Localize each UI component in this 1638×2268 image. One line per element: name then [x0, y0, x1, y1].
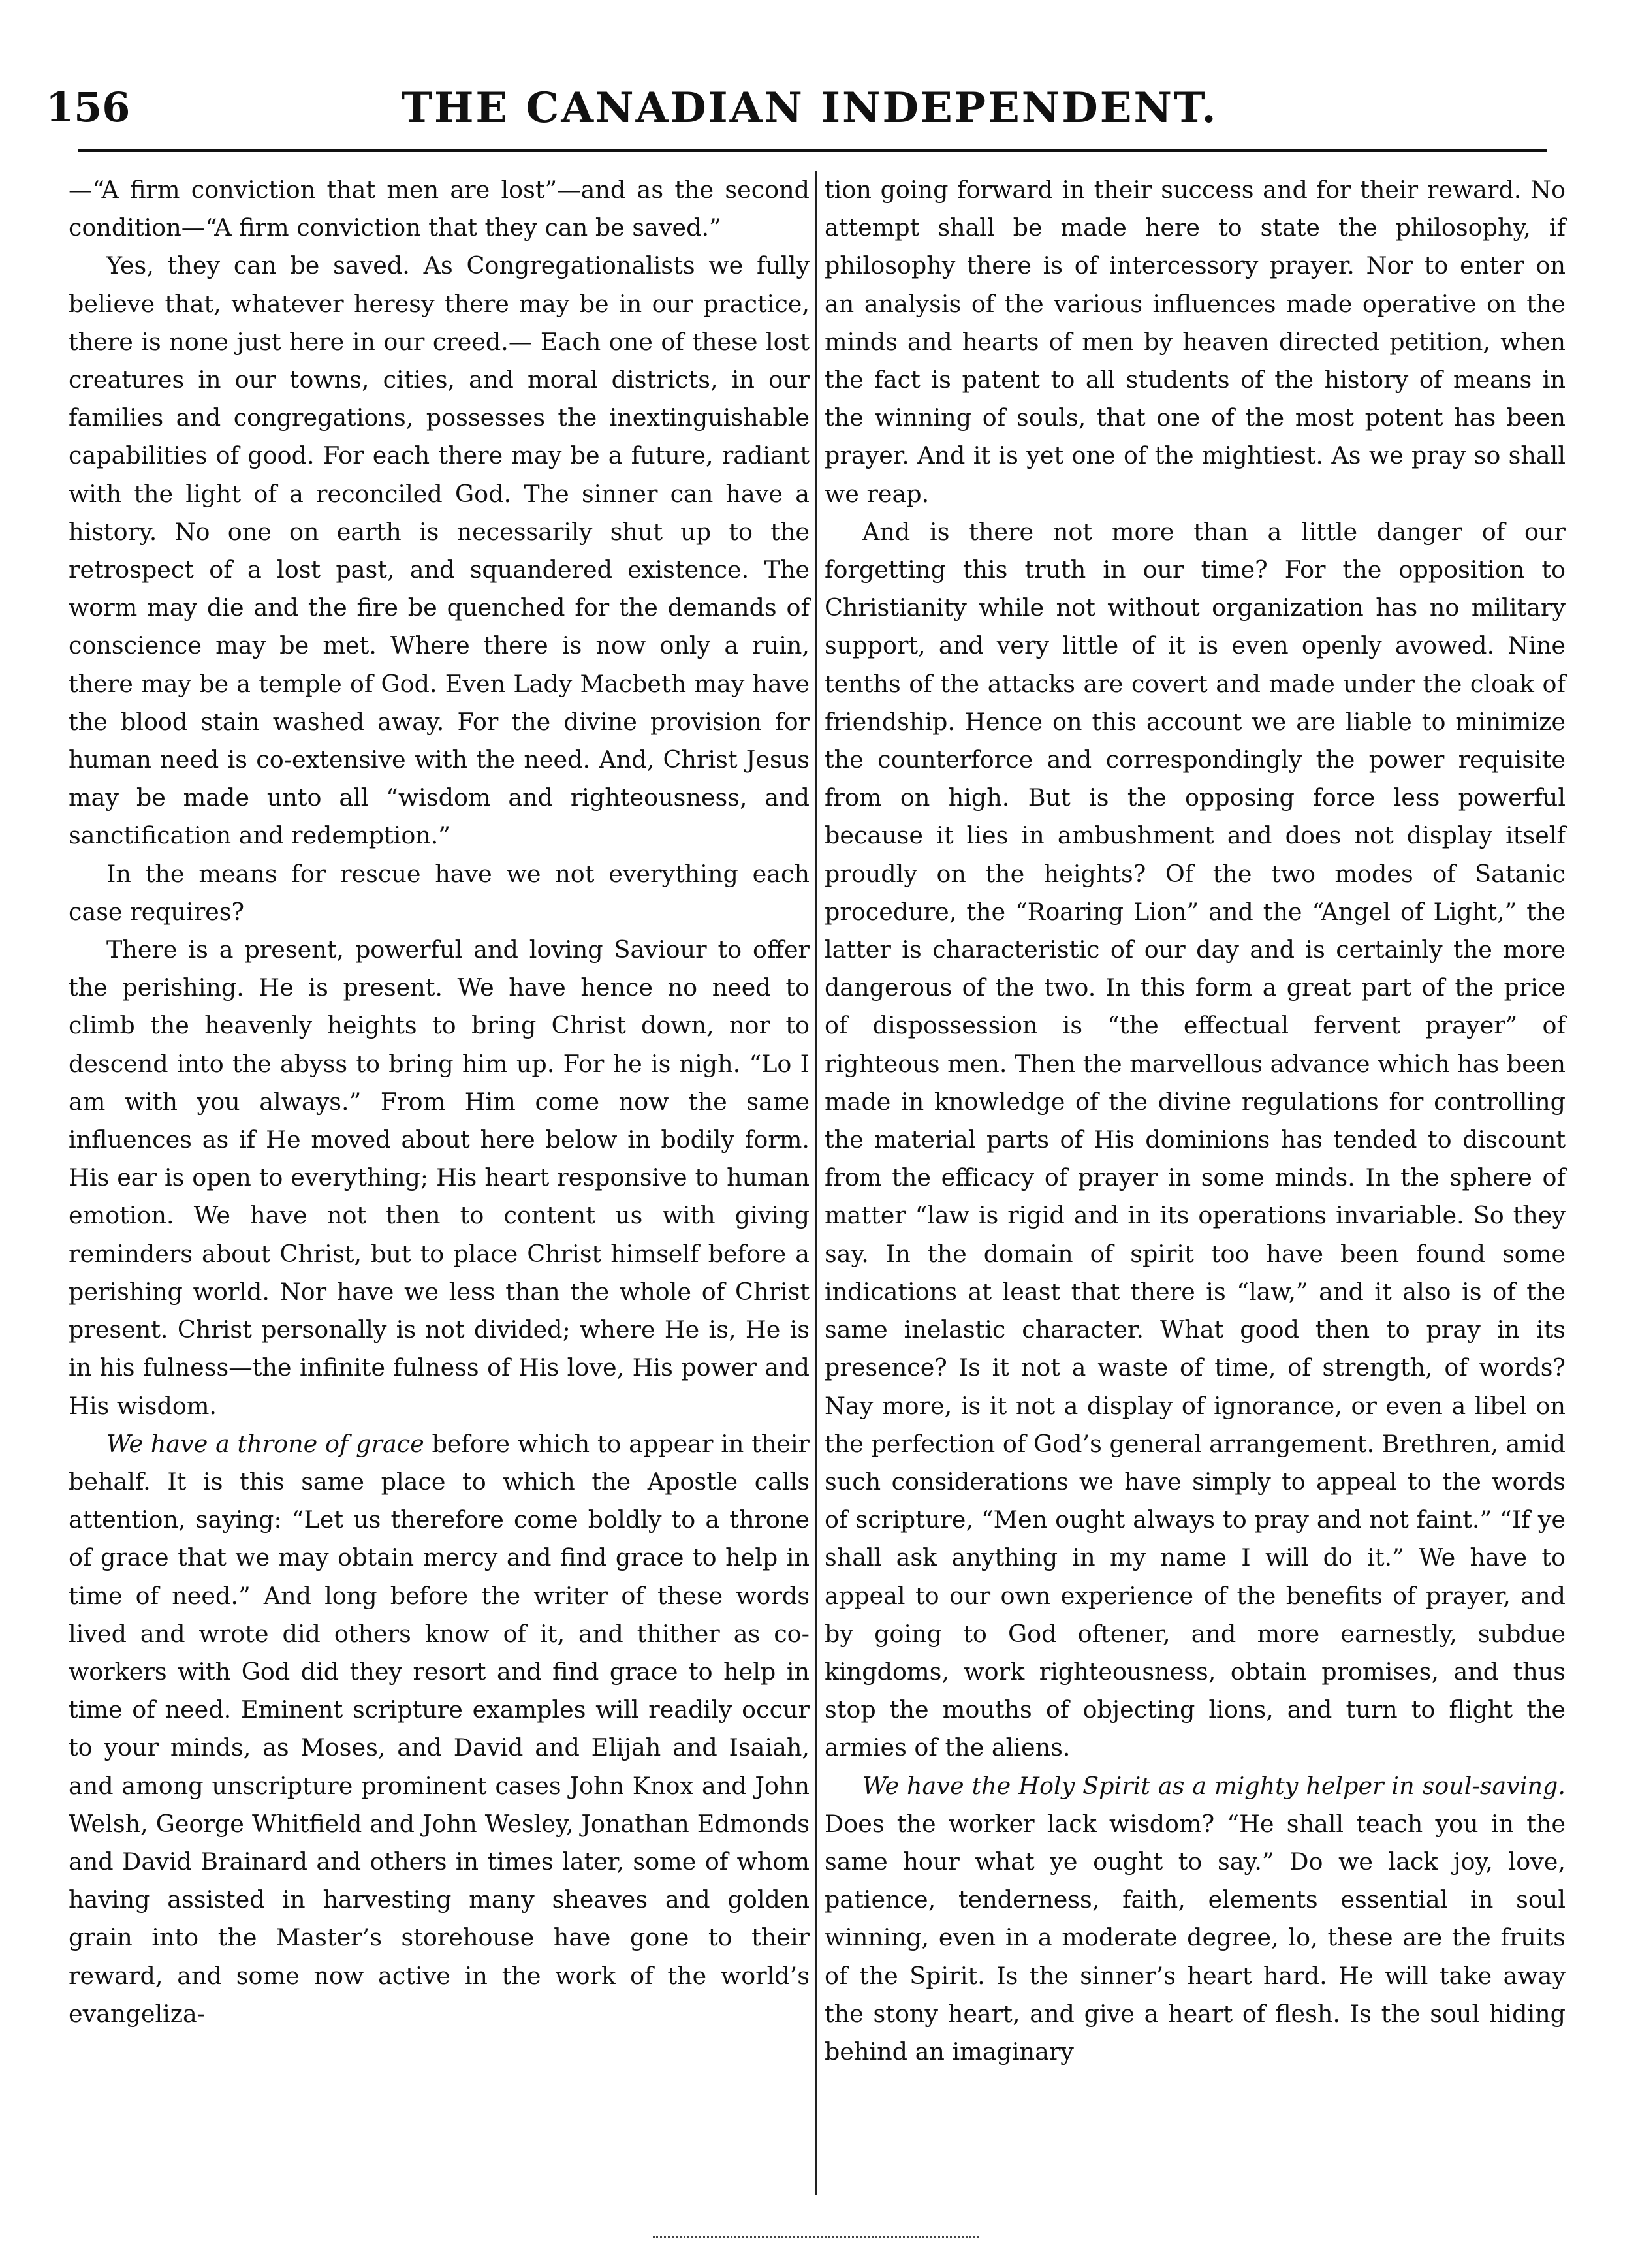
paragraph: Yes, they can be saved. As Congregationalists we fully believe that, whatever heresy there may be in our practice, there is none just here in our creed.— Each one of these lost creatures in our towns, cities, and moral districts, in our families and congregations, possesses the inextinguishable capabilities of good. For each there may be a future, radiant with the light of a reconciled God. The sinner can have a history. No one on earth is necessarily shut up to the retrospect of a lost past, and squandered existence. The worm may die and the fire be quenched for the demands of conscience may be met. Where there is now only a ruin, there may be a temple of God. Even Lady Macbeth may have the blood stain washed away. For the divine provision for human need is co-extensive with the need. And, Christ Jesus may be made unto all “wisdom and righteousness, and sanctification and redemption.” — [69, 251, 810, 850]
right-column — [825, 171, 1566, 2071]
paragraph-text: before which to appear in their behalf. It is this same place to which the Apostle calls attention, saying: “Let us therefore come boldly to a throne of grace that we may obtain mercy and find grace to help in time of need.” And long before the writer of these words lived and wrote did others know of it, and thither as co-workers with God did they resort and find grace to help in time of need. Eminent scripture examples will readily occur to your minds, as Moses, and David and Elijah and Isaiah, and among unscripture prominent cases John Knox and John Welsh, George Whitfield and John Wesley, Jonathan Edmonds and David Brainard and others in times later, some of whom having assisted in harvesting many sheaves and golden grain into the Master’s storehouse have gone to their reward, and some now active in the work of the world’s evangeliza- — [69, 1429, 810, 2028]
paragraph: And is there not more than a little danger of our forgetting this truth in our time? For the opposition to Christianity while not without organization has no military support, and very little of it is even openly avowed. Nine tenths of the attacks are covert and made under the cloak of friendship. Hence on this account we are liable to minimize the counterforce and correspondingly the power requisite from on high. But is the opposing force less powerful because it lies in ambushment and does not display itself proudly on the heights? Of the two modes of Satanic procedure, the “Roaring Lion” and the “Angel of Light,” the latter is characteristic of our day and is certainly the more dangerous of the two. In this form a great part of the price of dispossession is “the effectual fervent prayer” of righteous men. Then the marvellous advance which has been made in knowledge of the divine regulations for controlling the material parts of His dominions has tended to discount from the efficacy of prayer in some minds. In the sphere of matter “law is rigid and in its operations invariable. So they say. In the domain of spirit too have been found some indications at least that there is “law,” and it also is of the same inelastic character. What good then to pray in its presence? Is it not a waste of time, of strength, of words? Nay more, is it not a display of ignorance, or even a libel on the perfection of God’s general arrangement. Brethren, amid such considerations we have simply to appeal to the words of scripture, “Men ought always to pray and not faint.” “If ye shall ask anything in my name I will do it.” We have to appeal to our own experience of the benefits of prayer, and by going to God oftener, and more earnestly, subdue kingdoms, work righteousness, obtain promises, and thus stop the mouths of objecting lions, and turn to flight the armies of the aliens. — [825, 517, 1566, 1762]
paragraph: —“A firm conviction that men are lost”—and as the second condition—“A firm conviction that they can be saved.” — [69, 176, 810, 242]
italic-lead: We have a throne of grace — [106, 1429, 424, 1458]
bottom-rule — [653, 2236, 979, 2238]
italic-lead: We have the Holy Spirit as a mighty helper in soul-saving. — [862, 1771, 1566, 1800]
page-number: 156 — [46, 84, 131, 131]
running-head: THE CANADIAN INDEPENDENT. — [401, 84, 1218, 133]
paragraph: There is a present, powerful and loving Saviour to offer the perishing. He is present. We have hence no need to climb the heavenly heights to bring Christ down, nor to descend into the abyss to bring him up. For he is nigh. “Lo I am with you always.” From Him come now the same influences as if He moved about here below in bodily form. His ear is open to everything; His heart responsive to human emotion. We have not then to content us with giving reminders about Christ, but to place Christ himself before a perishing world. Nor have we less than the whole of Christ present. Christ personally is not divided; where He is, He is in his fulness—the infinite fulness of His love, His power and His wisdom. — [69, 936, 810, 1420]
paragraph-text: Does the worker lack wisdom? “He shall teach you in the same hour what ye ought to say.” Do we lack joy, love, patience, tenderness, faith, elements essential in soul winning, even in a moderate degree, lo, these are the fruits of the Spirit. Is the sinner’s heart hard. He will take away the stony heart, and give a heart of flesh. Is the soul hiding behind an imaginary — [825, 1809, 1566, 2066]
paragraph — [69, 1425, 810, 2033]
column-rule — [815, 171, 817, 2195]
page-header — [46, 65, 1573, 144]
header-rule — [78, 149, 1547, 152]
paragraph — [825, 1767, 1566, 2071]
left-column — [69, 171, 810, 2033]
paragraph: tion going forward in their success and for their reward. No attempt shall be made here to state the philosophy, if philosophy there is of intercessory prayer. Nor to enter on an analysis of the various influences made operative on the minds and hearts of men by heaven directed petition, when the fact is patent to all students of the history of means in the winning of souls, that one of the most potent has been prayer. And it is yet one of the mightiest. As we pray so shall we reap. — [825, 176, 1566, 508]
paragraph: In the means for rescue have we not everything each case requires? — [69, 859, 810, 926]
